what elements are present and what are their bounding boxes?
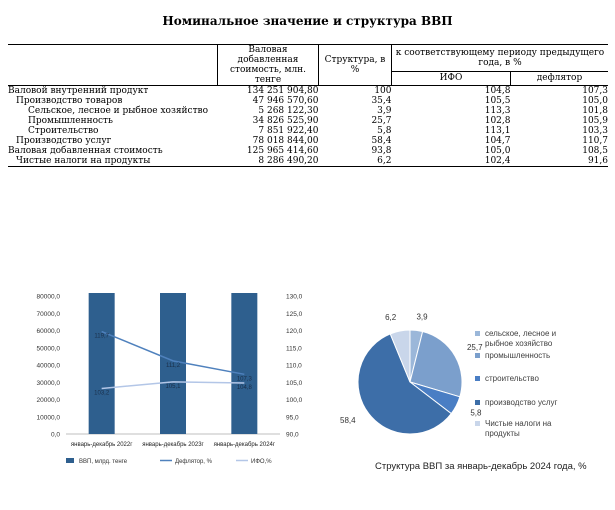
row-deflator-cell: 91,6 xyxy=(511,156,609,167)
gdp-bar-chart xyxy=(22,288,322,478)
gdp-bar xyxy=(89,293,115,434)
ifo-data-label: 104,8 xyxy=(236,384,252,391)
y-right-tick-label: 95,0 xyxy=(286,414,299,422)
legend-swatch xyxy=(475,421,480,426)
y-right-tick-label: 120,0 xyxy=(286,328,303,335)
y-left-tick-label: 30000,0 xyxy=(36,379,60,387)
y-right-tick-label: 90,0 xyxy=(286,431,299,439)
row-name-cell: Производство товаров xyxy=(16,96,123,106)
row-value-cell: 134 251 904,80 xyxy=(246,86,319,96)
y-left-tick-label: 50000,0 xyxy=(36,345,60,353)
deflator-data-label: 111,2 xyxy=(165,362,181,369)
table-row xyxy=(8,96,608,106)
y-left-tick-label: 40000,0 xyxy=(36,362,60,370)
legend-label: промышленность xyxy=(485,351,551,360)
table-body xyxy=(8,86,608,167)
y-left-tick-label: 10000,0 xyxy=(36,414,60,422)
x-category-label: январь-декабрь 2022г xyxy=(70,442,133,448)
table-row xyxy=(8,156,608,167)
row-name-cell: Строительство xyxy=(28,126,99,136)
table-row xyxy=(8,106,608,116)
row-ifo-cell: 105,5 xyxy=(484,96,511,106)
row-ifo-cell: 113,3 xyxy=(484,106,511,116)
table-row xyxy=(8,126,608,136)
pie-slice-label: 58,4 xyxy=(339,416,356,426)
table-corner-header xyxy=(8,45,218,86)
row-value-cell: 78 018 844,00 xyxy=(252,136,319,146)
table-row xyxy=(8,116,608,126)
col-header-group: к соответствующему периоду предыдущего года, в % xyxy=(392,45,609,72)
y-left-tick-label: 70000,0 xyxy=(36,310,60,318)
row-structure-cell: 5,8 xyxy=(377,126,392,136)
bar-chart-svg xyxy=(22,288,322,478)
col-header-structure: Структура, в % xyxy=(319,45,392,86)
row-name-cell: Чистые налоги на продукты xyxy=(8,156,218,167)
legend-swatch xyxy=(475,376,480,381)
legend-swatch xyxy=(475,353,480,358)
row-value-cell: 8 286 490,20 xyxy=(218,156,319,167)
row-ifo-cell: 102,8 xyxy=(484,116,511,126)
y-right-tick-label: 115,0 xyxy=(286,345,302,353)
legend-swatch xyxy=(475,400,480,405)
table-row xyxy=(8,86,608,97)
row-structure-cell: 3,9 xyxy=(377,106,392,116)
legend-label: производство услуг xyxy=(485,398,558,407)
y-left-tick-label: 80000,0 xyxy=(36,293,60,301)
y-right-tick-label: 100,0 xyxy=(286,397,303,404)
row-structure-cell: 100 xyxy=(374,86,392,96)
ifo-data-label: 103,2 xyxy=(94,390,110,397)
row-deflator-cell: 105,9 xyxy=(582,116,608,126)
col-header-ifo: ИФО xyxy=(392,71,511,85)
row-ifo-cell: 104,7 xyxy=(484,136,511,146)
row-deflator-cell: 101,8 xyxy=(582,106,608,116)
gdp-table xyxy=(8,44,608,167)
col-header-value: Валовая добавленная стоимость, млн. тенге xyxy=(218,45,319,86)
y-left-tick-label: 60000,0 xyxy=(36,328,60,335)
row-structure-cell: 35,4 xyxy=(371,96,392,106)
legend-label: Чистые налоги на продукты xyxy=(485,419,552,438)
row-value-cell: 7 851 922,40 xyxy=(258,126,319,136)
row-structure-cell: 25,7 xyxy=(371,116,392,126)
table-row xyxy=(8,136,608,146)
col-header-deflator: дефлятор xyxy=(511,71,609,85)
row-structure-cell: 6,2 xyxy=(319,156,392,167)
legend-label: строительство xyxy=(485,374,539,383)
row-ifo-cell: 102,4 xyxy=(392,156,511,167)
x-category-label: январь-декабрь 2023г xyxy=(142,442,204,448)
page-title: Номинальное значение и структура ВВП xyxy=(162,14,453,28)
ifo-data-label: 105,1 xyxy=(165,383,181,390)
pie-slice-label: 6,2 xyxy=(385,313,397,323)
y-left-tick-label: 20000,0 xyxy=(36,397,60,404)
row-deflator-cell: 103,3 xyxy=(582,126,608,136)
row-name-cell: Валовая добавленная стоимость xyxy=(8,146,163,156)
row-value-cell: 125 965 414,60 xyxy=(246,146,319,156)
row-structure-cell: 58,4 xyxy=(371,136,392,146)
y-right-tick-label: 105,0 xyxy=(286,379,303,387)
row-ifo-cell: 113,1 xyxy=(484,126,511,136)
y-right-tick-label: 125,0 xyxy=(286,310,303,318)
legend-label: ИФО,% xyxy=(251,459,272,465)
pie-slice-label: 5,8 xyxy=(470,408,482,418)
gdp-bar xyxy=(231,293,257,434)
row-deflator-cell: 105,0 xyxy=(582,96,608,106)
row-name-cell: Производство услуг xyxy=(16,136,112,146)
pie-chart-title: Структура ВВП за январь-декабрь 2024 года, % xyxy=(375,461,587,472)
x-category-label: январь-декабрь 2024г xyxy=(213,442,276,448)
row-name-cell: Сельское, лесное и рыбное хозяйство xyxy=(28,106,209,116)
legend-swatch xyxy=(475,331,480,336)
row-value-cell: 47 946 570,60 xyxy=(252,96,319,106)
row-value-cell: 5 268 122,30 xyxy=(258,106,319,116)
row-value-cell: 34 826 525,90 xyxy=(252,116,319,126)
row-structure-cell: 93,8 xyxy=(371,146,392,156)
deflator-data-label: 119,7 xyxy=(94,333,109,340)
row-name-cell: Промышленность xyxy=(28,116,113,126)
y-right-tick-label: 130,0 xyxy=(286,293,303,301)
legend-label: Дефлятор, % xyxy=(175,459,212,465)
y-left-tick-label: 0,0 xyxy=(50,431,60,439)
legend-label: сельское, лесное и рыбное хозяйство xyxy=(485,329,557,348)
row-deflator-cell: 107,3 xyxy=(582,86,608,96)
pie-slice-label: 3,9 xyxy=(416,312,428,322)
row-ifo-cell: 104,8 xyxy=(484,86,511,96)
row-ifo-cell: 105,0 xyxy=(484,146,511,156)
row-deflator-cell: 108,5 xyxy=(582,146,608,156)
legend-swatch-gdp xyxy=(66,458,74,463)
deflator-data-label: 107,3 xyxy=(236,376,252,383)
legend-label: ВВП, млрд. тенге xyxy=(79,459,128,465)
y-right-tick-label: 110,0 xyxy=(286,362,302,370)
row-name-cell: Валовой внутренний продукт xyxy=(8,86,149,96)
table-row xyxy=(8,146,608,156)
row-deflator-cell: 110,7 xyxy=(582,136,608,146)
pie-slice-label: 25,7 xyxy=(466,342,483,352)
